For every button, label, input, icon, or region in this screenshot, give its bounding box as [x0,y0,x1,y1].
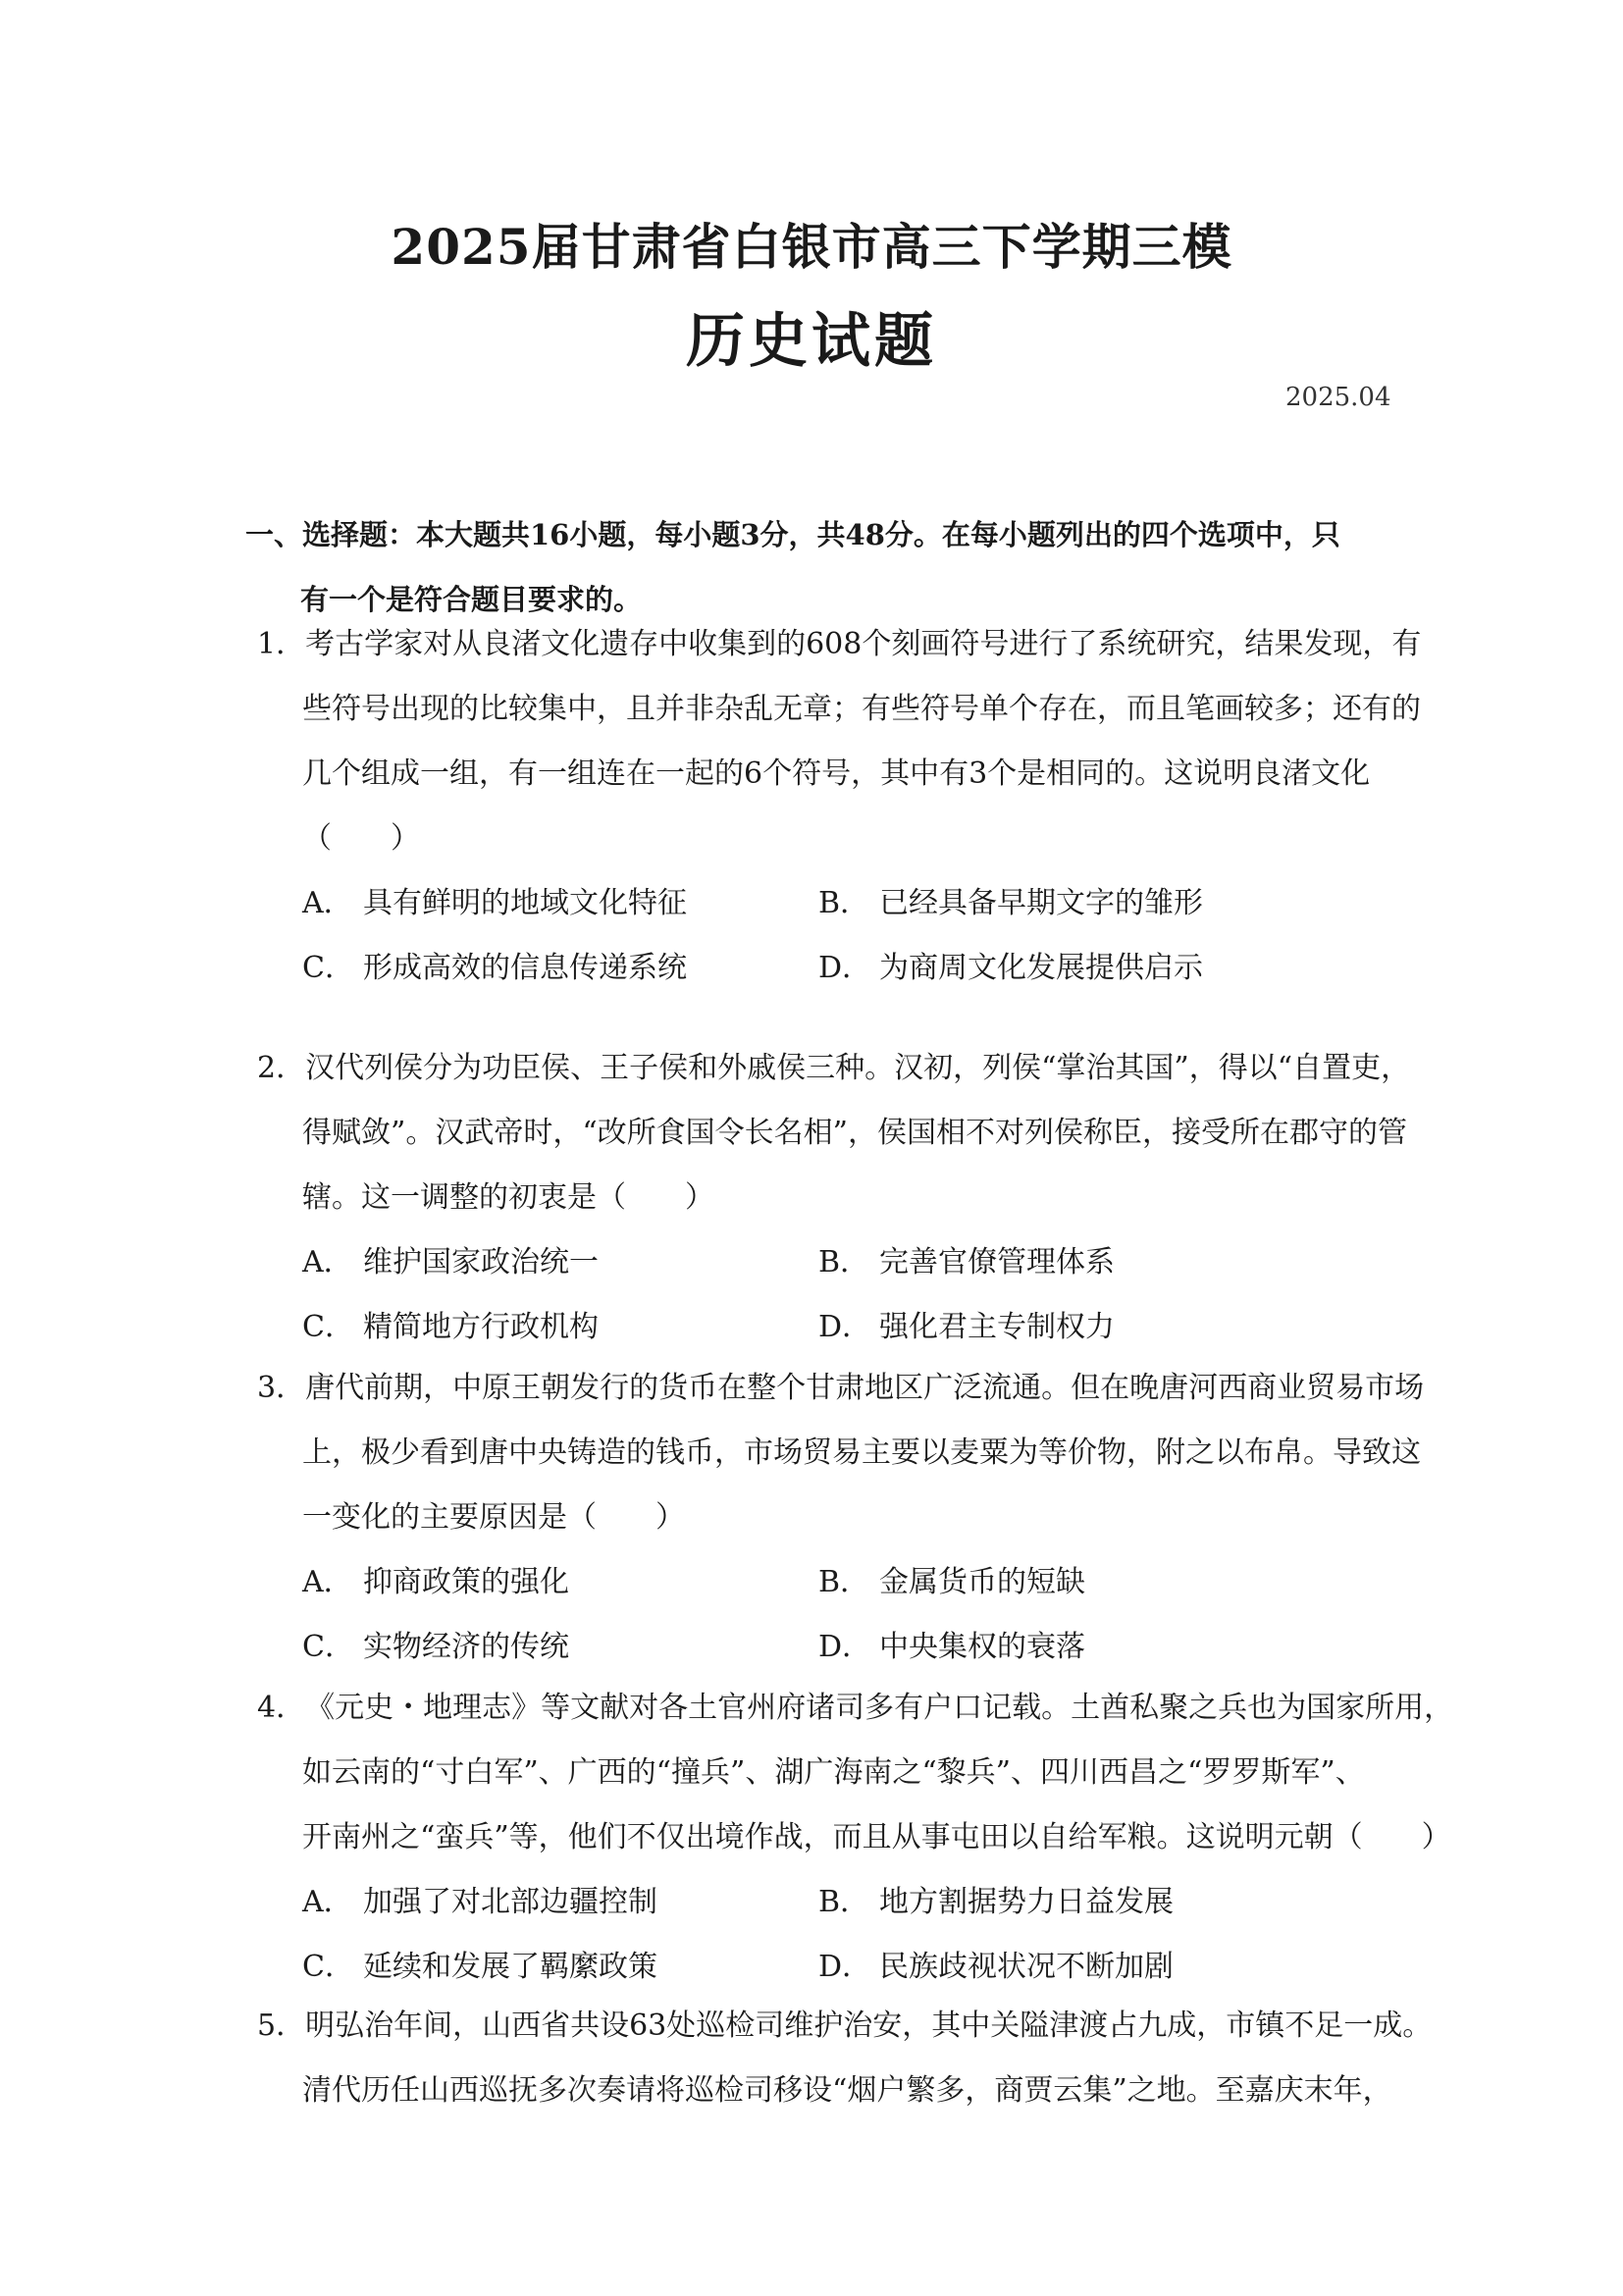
answer-option-c [302,1295,818,1360]
option-label: C． [302,1950,354,1984]
question-stem-text: （ ） [302,821,420,856]
option-label: D． [818,1950,872,1984]
question-stem-line [257,1036,1411,1101]
option-text: 加强了对北部边疆控制 [363,1885,657,1919]
question-5 [257,1994,1433,2123]
option-text: 已经具备早期文字的雏形 [879,886,1203,920]
option-label: A． [302,886,353,920]
option-label: B． [818,1565,870,1599]
question-stem-line [257,1101,1408,1166]
answer-option-d [818,936,1368,1001]
answer-option-c [302,1615,818,1680]
question-stem-line [257,2059,1405,2123]
question-3 [257,1356,1425,1680]
section-instruction-line-1: 一、选择题：本大题共16小题，每小题3分，共48分。在每小题列出的四个选项中，只 [245,518,1340,551]
option-label: B． [818,886,870,920]
option-label: D． [818,951,872,985]
option-label: C． [302,951,354,985]
question-stem-line [257,1994,1433,2059]
option-label: A． [302,1885,353,1919]
question-stem-line [257,1676,1454,1741]
answer-option-d [818,1615,1368,1680]
answer-options [302,1550,1405,1680]
option-label: B． [818,1885,870,1919]
question-stem-text: 考古学家对从良渚文化遗存中收集到的608个刻画符号进行了系统研究，结果发现，有 [305,627,1422,661]
option-text: 精简地方行政机构 [363,1310,599,1344]
option-label: A． [302,1565,353,1599]
question-number: 4． [257,1691,306,1725]
option-label: C． [302,1630,354,1664]
question-stem-text: 《元史・地理志》等文献对各土官州府诸司多有户口记载。土酋私聚之兵也为国家所用， [305,1691,1454,1725]
answer-options [302,871,1405,1001]
answer-option-b [818,1870,1368,1935]
question-stem-line [257,1805,1451,1870]
answer-option-b [818,871,1368,936]
question-number: 1． [257,627,306,661]
answer-option-a [302,1550,818,1615]
answer-option-c [302,1935,818,2000]
question-1 [257,612,1422,1001]
option-label: D． [818,1310,872,1344]
option-text: 维护国家政治统一 [363,1245,599,1279]
question-stem-line [257,612,1422,677]
answer-option-a [302,1230,818,1295]
option-label: C． [302,1310,354,1344]
question-stem-line [257,1356,1425,1421]
question-stem-text: 唐代前期，中原王朝发行的货币在整个甘肃地区广泛流通。但在晚唐河西商业贸易市场 [305,1371,1425,1405]
answer-option-d [818,1295,1368,1360]
exam-subtitle: 历史试题 [686,307,937,376]
answer-options [302,1870,1405,2000]
option-text: 实物经济的传统 [363,1630,569,1664]
option-text: 延续和发展了羁縻政策 [363,1950,657,1984]
answer-options [302,1230,1405,1360]
option-text: 为商周文化发展提供启示 [879,951,1203,985]
answer-option-b [818,1230,1368,1295]
question-stem-text: 辖。这一调整的初衷是（ ） [302,1180,714,1215]
option-text: 民族歧视状况不断加剧 [879,1950,1174,1984]
exam-date: 2025.04 [1285,383,1391,412]
option-label: D． [818,1630,872,1664]
question-2 [257,1036,1411,1360]
answer-option-a [302,1870,818,1935]
question-stem-text: 明弘治年间，山西省共设63处巡检司维护治安，其中关隘津渡占九成，市镇不足一成。 [305,2009,1433,2043]
question-stem-line [257,742,1405,807]
question-stem-line [257,1421,1421,1486]
question-number: 3． [257,1371,306,1405]
option-label: A． [302,1245,353,1279]
answer-option-b [818,1550,1368,1615]
question-stem-text: 清代历任山西巡抚多次奏请将巡检司移设“烟户繁多，商贾云集”之地。至嘉庆末年， [302,2073,1392,2108]
option-text: 抑商政策的强化 [363,1565,569,1599]
option-text: 强化君主专制权力 [879,1310,1115,1344]
question-stem-line [257,1166,1405,1230]
answer-option-a [302,871,818,936]
question-stem-text: 汉代列侯分为功臣侯、王子侯和外戚侯三种。汉初，列侯“掌治其国”，得以“自置吏， [305,1051,1411,1085]
answer-option-d [818,1935,1368,2000]
question-4 [257,1676,1454,2000]
option-text: 中央集权的衰落 [879,1630,1085,1664]
question-stem-text: 如云南的“寸白军”、广西的“撞兵”、湖广海南之“黎兵”、四川西昌之“罗罗斯军”、 [302,1755,1365,1790]
option-text: 金属货币的短缺 [879,1565,1085,1599]
question-number: 2． [257,1051,306,1085]
exam-title: 2025届甘肃省白银市高三下学期三模 [391,218,1232,276]
answer-option-c [302,936,818,1001]
question-stem-line [257,1741,1405,1805]
option-text: 完善官僚管理体系 [879,1245,1115,1279]
question-stem-line [257,1486,1405,1550]
question-stem-text: 上，极少看到唐中央铸造的钱币，市场贸易主要以麦粟为等价物，附之以布帛。导致这 [302,1435,1421,1470]
question-stem-line [257,807,1405,871]
section-instruction-line-2: 有一个是符合题目要求的。 [300,583,643,616]
question-stem-text: 得赋敛”。汉武帝时，“改所食国令长名相”，侯国相不对列侯称臣，接受所在郡守的管 [302,1116,1408,1150]
question-stem-text: 几个组成一组，有一组连在一起的6个符号，其中有3个是相同的。这说明良渚文化 [302,757,1371,791]
question-number: 5． [257,2009,306,2043]
option-label: B． [818,1245,870,1279]
question-stem-line [257,677,1421,742]
question-stem-text: 些符号出现的比较集中，且并非杂乱无章；有些符号单个存在，而且笔画较多；还有的 [302,692,1421,726]
option-text: 具有鲜明的地域文化特征 [363,886,687,920]
question-stem-text: 开南州之“蛮兵”等，他们不仅出境作战，而且从事屯田以自给军粮。这说明元朝（ ） [302,1820,1451,1854]
option-text: 形成高效的信息传递系统 [363,951,687,985]
option-text: 地方割据势力日益发展 [879,1885,1174,1919]
question-stem-text: 一变化的主要原因是（ ） [302,1500,685,1535]
